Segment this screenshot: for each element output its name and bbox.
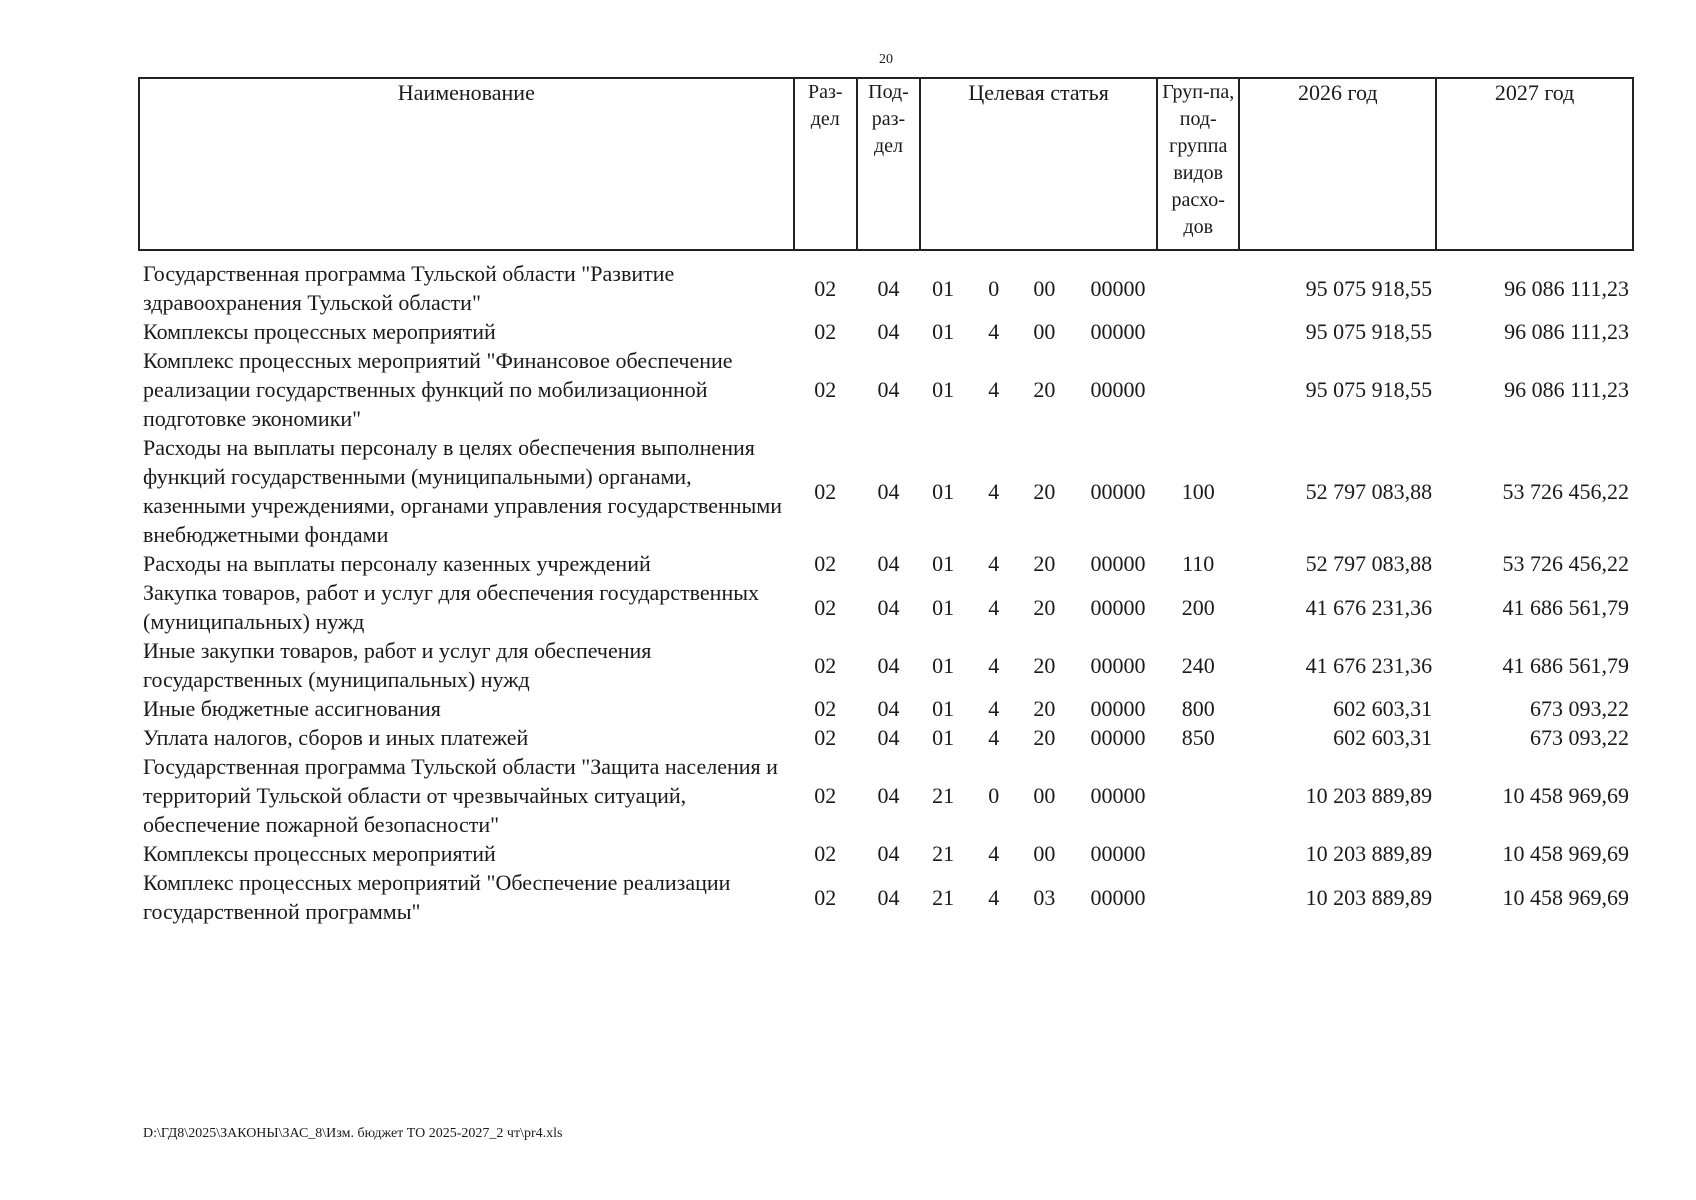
table-row: [139, 346, 1633, 433]
celevaya-direction: 00000: [1090, 783, 1146, 808]
table-row: [139, 578, 1633, 636]
row-amount-2026: 41 676 231,36: [1305, 594, 1433, 620]
row-amount-2026: 95 075 918,55: [1305, 275, 1433, 301]
celevaya-direction: 00000: [1090, 551, 1146, 576]
footer-file-path: D:\ГД8\2025\ЗАКОНЫ\ЗАС_8\Изм. бюджет ТО 2025-2027_2 чт\pr4.xls: [143, 1126, 563, 1141]
celevaya-direction: 00000: [1090, 841, 1146, 866]
row-razdel: 02: [814, 594, 837, 620]
celevaya-direction: 00000: [1090, 478, 1146, 504]
row-amount-2026: 602 603,31: [1333, 725, 1433, 750]
row-gruppa-vidov: 240: [1181, 652, 1215, 678]
row-podrazdel: 04: [877, 377, 900, 402]
row-amount-2026: 52 797 083,88: [1305, 478, 1433, 504]
row-podrazdel: 04: [877, 884, 900, 910]
row-name: Комплексы процессных мероприятий: [143, 319, 496, 344]
celevaya-program: 01: [932, 275, 955, 301]
row-gruppa-vidov: 850: [1181, 725, 1215, 750]
row-podrazdel: 04: [877, 594, 900, 620]
celevaya-type: 4: [988, 725, 1000, 750]
celevaya-complex: 20: [1033, 696, 1056, 721]
row-amount-2027: 53 726 456,22: [1502, 478, 1629, 504]
row-gruppa-vidov: 800: [1181, 696, 1215, 721]
row-amount-2027: 673 093,22: [1530, 696, 1629, 721]
celevaya-complex: 20: [1033, 594, 1056, 620]
row-name: Комплексы процессных мероприятий: [143, 841, 496, 866]
header-year-2026: 2026 год: [1239, 78, 1436, 250]
celevaya-complex: 20: [1033, 478, 1056, 504]
table-row: [139, 752, 1633, 839]
row-celevaya-statya: [920, 839, 1157, 868]
row-razdel: 02: [814, 783, 837, 808]
row-podrazdel: 04: [877, 783, 900, 808]
table-row: [139, 839, 1633, 868]
row-razdel: 02: [814, 725, 837, 750]
celevaya-program: 01: [932, 594, 955, 620]
table-row: [139, 868, 1633, 926]
row-amount-2027: 41 686 561,79: [1502, 652, 1629, 678]
row-razdel: 02: [814, 884, 837, 910]
row-celevaya-statya: [920, 549, 1157, 578]
celevaya-complex: 00: [1033, 841, 1056, 866]
celevaya-program: 21: [932, 884, 955, 910]
table-row: [139, 549, 1633, 578]
celevaya-direction: 00000: [1090, 696, 1146, 721]
row-gruppa-vidov: 110: [1182, 551, 1215, 576]
table-header-row: [139, 78, 1633, 250]
celevaya-direction: 00000: [1090, 652, 1146, 678]
table-body: [139, 250, 1633, 926]
row-name: Государственная программа Тульской области "Развитие здравоохранения Тульской области": [143, 261, 675, 315]
row-name: Уплата налогов, сборов и иных платежей: [143, 725, 529, 750]
row-podrazdel: 04: [877, 551, 900, 576]
row-gruppa-vidov: 200: [1181, 594, 1215, 620]
row-name: Расходы на выплаты персоналу в целях обеспечения выполнения функций государственными (муниципальными) органами, казенными учреждениями, органами управления государственными внебюджетными фондами: [143, 435, 783, 547]
budget-table: [138, 77, 1634, 926]
celevaya-type: 4: [988, 841, 1000, 866]
celevaya-program: 21: [932, 841, 955, 866]
row-celevaya-statya: [920, 752, 1157, 839]
celevaya-program: 01: [932, 377, 955, 402]
row-gruppa-vidov: [1157, 839, 1239, 868]
row-gruppa-vidov: [1157, 346, 1239, 433]
row-gruppa-vidov: [1157, 250, 1239, 317]
celevaya-program: 21: [932, 783, 955, 808]
row-name: Государственная программа Тульской области "Защита населения и территорий Тульской области от чрезвычайных ситуаций, обеспечение пожарной безопасности": [143, 754, 778, 837]
celevaya-type: 4: [988, 696, 1000, 721]
row-amount-2027: 96 086 111,23: [1504, 377, 1629, 402]
row-name: Комплекс процессных мероприятий "Обеспечение реализации государственной программы": [143, 870, 731, 924]
celevaya-type: 4: [988, 884, 1000, 910]
celevaya-type: 4: [988, 377, 1000, 402]
row-amount-2027: 41 686 561,79: [1502, 594, 1629, 620]
celevaya-program: 01: [932, 478, 955, 504]
row-gruppa-vidov: [1157, 868, 1239, 926]
row-name: Комплекс процессных мероприятий "Финансовое обеспечение реализации государственных функций по мобилизационной подготовке экономики": [143, 348, 733, 431]
row-name: Расходы на выплаты персоналу казенных учреждений: [143, 551, 651, 576]
row-amount-2026: 10 203 889,89: [1305, 783, 1433, 808]
row-podrazdel: 04: [877, 275, 900, 301]
header-year-2027: 2027 год: [1436, 78, 1633, 250]
row-celevaya-statya: [920, 317, 1157, 346]
header-name: Наименование: [139, 78, 794, 250]
table-row: [139, 694, 1633, 723]
celevaya-direction: 00000: [1090, 884, 1146, 910]
row-podrazdel: 04: [877, 652, 900, 678]
row-amount-2027: 673 093,22: [1530, 725, 1629, 750]
celevaya-direction: 00000: [1090, 725, 1146, 750]
page-number: 20: [879, 52, 893, 67]
table-row: [139, 317, 1633, 346]
row-amount-2027: 96 086 111,23: [1504, 319, 1629, 344]
celevaya-type: 0: [988, 783, 1000, 808]
header-gruppa-vidov-rashodov: Груп-па, под-группа видов расхо-дов: [1157, 78, 1239, 250]
celevaya-type: 4: [988, 478, 1000, 504]
row-podrazdel: 04: [877, 696, 900, 721]
row-amount-2026: 52 797 083,88: [1305, 551, 1433, 576]
celevaya-complex: 00: [1033, 319, 1056, 344]
celevaya-type: 4: [988, 594, 1000, 620]
row-podrazdel: 04: [877, 841, 900, 866]
row-amount-2026: 10 203 889,89: [1305, 841, 1433, 866]
row-razdel: 02: [814, 652, 837, 678]
row-amount-2027: 96 086 111,23: [1504, 275, 1629, 301]
header-celevaya-statya: Целевая статья: [920, 78, 1157, 250]
row-gruppa-vidov: [1157, 752, 1239, 839]
celevaya-program: 01: [932, 319, 955, 344]
table-row: [139, 433, 1633, 549]
row-celevaya-statya: [920, 346, 1157, 433]
table-row: [139, 723, 1633, 752]
row-gruppa-vidov: 100: [1181, 478, 1215, 504]
budget-table-container: [138, 77, 1634, 926]
row-amount-2026: 95 075 918,55: [1305, 319, 1433, 344]
celevaya-complex: 20: [1033, 377, 1056, 402]
celevaya-program: 01: [932, 652, 955, 678]
row-celevaya-statya: [920, 250, 1157, 317]
row-amount-2027: 10 458 969,69: [1502, 841, 1629, 866]
celevaya-direction: 00000: [1090, 594, 1146, 620]
row-podrazdel: 04: [877, 478, 900, 504]
row-celevaya-statya: [920, 723, 1157, 752]
celevaya-complex: 00: [1033, 783, 1056, 808]
header-razdel: Раз-дел: [794, 78, 857, 250]
row-name: Иные бюджетные ассигнования: [143, 696, 441, 721]
row-podrazdel: 04: [877, 319, 900, 344]
celevaya-direction: 00000: [1090, 377, 1146, 402]
row-razdel: 02: [814, 696, 837, 721]
celevaya-type: 4: [988, 551, 1000, 576]
header-podrazdel: Под-раз-дел: [857, 78, 920, 250]
celevaya-direction: 00000: [1090, 319, 1146, 344]
row-celevaya-statya: [920, 694, 1157, 723]
celevaya-type: 0: [988, 275, 1000, 301]
row-amount-2027: 10 458 969,69: [1502, 783, 1629, 808]
celevaya-complex: 20: [1033, 652, 1056, 678]
table-row: [139, 636, 1633, 694]
row-celevaya-statya: [920, 433, 1157, 549]
row-name: Иные закупки товаров, работ и услуг для обеспечения государственных (муниципальных) нужд: [143, 638, 652, 692]
row-amount-2026: 602 603,31: [1333, 696, 1433, 721]
row-razdel: 02: [814, 478, 837, 504]
row-celevaya-statya: [920, 868, 1157, 926]
row-amount-2027: 53 726 456,22: [1502, 551, 1629, 576]
row-amount-2026: 95 075 918,55: [1305, 377, 1433, 402]
row-podrazdel: 04: [877, 725, 900, 750]
row-razdel: 02: [814, 841, 837, 866]
row-gruppa-vidov: [1157, 317, 1239, 346]
celevaya-complex: 03: [1033, 884, 1056, 910]
celevaya-program: 01: [932, 696, 955, 721]
table-row: [139, 250, 1633, 317]
row-amount-2027: 10 458 969,69: [1502, 884, 1629, 910]
celevaya-complex: 20: [1033, 725, 1056, 750]
row-amount-2026: 10 203 889,89: [1305, 884, 1433, 910]
row-razdel: 02: [814, 377, 837, 402]
celevaya-complex: 20: [1033, 551, 1056, 576]
celevaya-complex: 00: [1033, 275, 1056, 301]
row-amount-2026: 41 676 231,36: [1305, 652, 1433, 678]
celevaya-direction: 00000: [1090, 275, 1146, 301]
celevaya-type: 4: [988, 652, 1000, 678]
row-razdel: 02: [814, 551, 837, 576]
row-celevaya-statya: [920, 578, 1157, 636]
row-celevaya-statya: [920, 636, 1157, 694]
row-razdel: 02: [814, 275, 837, 301]
row-name: Закупка товаров, работ и услуг для обеспечения государственных (муниципальных) нужд: [143, 580, 760, 634]
row-razdel: 02: [814, 319, 837, 344]
celevaya-program: 01: [932, 551, 955, 576]
celevaya-type: 4: [988, 319, 1000, 344]
celevaya-program: 01: [932, 725, 955, 750]
